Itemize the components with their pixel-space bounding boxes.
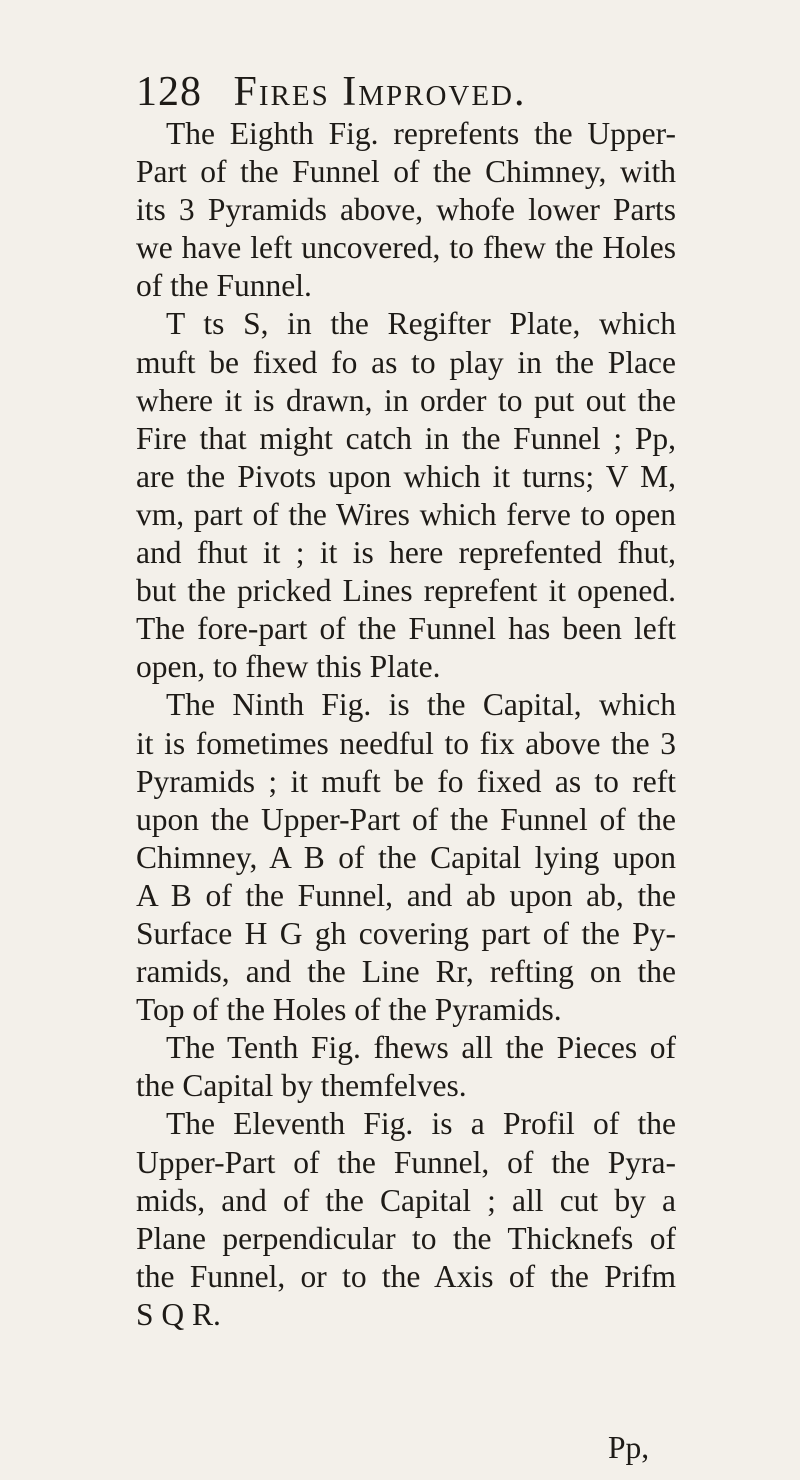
text-line: muft be fixed fo as to play in the Place <box>136 344 676 380</box>
text-line: Top of the Holes of the Pyramids. <box>136 992 562 1028</box>
text-line: its 3 Pyramids above, whofe lower Parts <box>136 192 676 228</box>
text-line: Plane perpendicular to the Thicknefs of <box>136 1220 676 1256</box>
text-line: of the Funnel. <box>136 268 312 304</box>
text-line: Chimney, A B of the Capital lying upon <box>136 839 676 875</box>
running-title: Fires Improved. <box>233 69 527 115</box>
page-number: 128 <box>136 69 202 115</box>
text-line: A B of the Funnel, and ab upon ab, the <box>136 877 676 913</box>
page-body <box>136 115 676 1334</box>
text-line: mids, and of the Capital ; all cut by a <box>136 1182 676 1218</box>
paragraph-eighth-fig <box>136 115 676 305</box>
catchword: Pp, <box>608 1430 650 1465</box>
text-line: vm, part of the Wires which ferve to open <box>136 496 676 532</box>
text-line: Fire that might catch in the Funnel ; Pp, <box>136 420 676 456</box>
text-line: The Ninth Fig. is the Capital, which <box>166 687 676 723</box>
text-line: it is fometimes needful to fix above the 3 <box>136 725 676 761</box>
text-line: are the Pivots upon which it turns; V M, <box>136 458 676 494</box>
page-header <box>136 68 676 118</box>
text-line: The Tenth Fig. fhews all the Pieces of <box>166 1030 676 1066</box>
paragraph-register-plate <box>136 305 676 686</box>
text-line: we have left uncovered, to fhew the Holes <box>136 230 676 266</box>
text-line: open, to fhew this Plate. <box>136 649 441 685</box>
text-line: The Eleventh Fig. is a Profil of the <box>166 1106 676 1142</box>
text-line: Upper-Part of the Funnel, of the Pyra- <box>136 1144 676 1180</box>
paragraph-eleventh-fig <box>136 1105 676 1334</box>
paragraph-tenth-fig <box>136 1029 676 1105</box>
text-line: upon the Upper-Part of the Funnel of the <box>136 801 676 837</box>
text-line: but the pricked Lines reprefent it opened. <box>136 573 676 609</box>
text-line: the Funnel, or to the Axis of the Prifm <box>136 1258 676 1294</box>
text-line: Part of the Funnel of the Chimney, with <box>136 154 676 190</box>
text-line: Pyramids ; it muft be fo fixed as to reft <box>136 763 676 799</box>
text-line: S Q R. <box>136 1296 221 1332</box>
text-line: The Eighth Fig. reprefents the Upper- <box>166 116 676 151</box>
text-line: and fhut it ; it is here reprefented fhut, <box>136 535 676 571</box>
text-line: The fore-part of the Funnel has been left <box>136 611 676 647</box>
text-line: the Capital by themfelves. <box>136 1068 467 1104</box>
text-line: T ts S, in the Regifter Plate, which <box>166 306 676 342</box>
paragraph-ninth-fig <box>136 686 676 1029</box>
text-line: Surface H G gh covering part of the Py- <box>136 915 676 951</box>
text-line: where it is drawn, in order to put out the <box>136 382 676 418</box>
text-line: ramids, and the Line Rr, refting on the <box>136 954 676 990</box>
